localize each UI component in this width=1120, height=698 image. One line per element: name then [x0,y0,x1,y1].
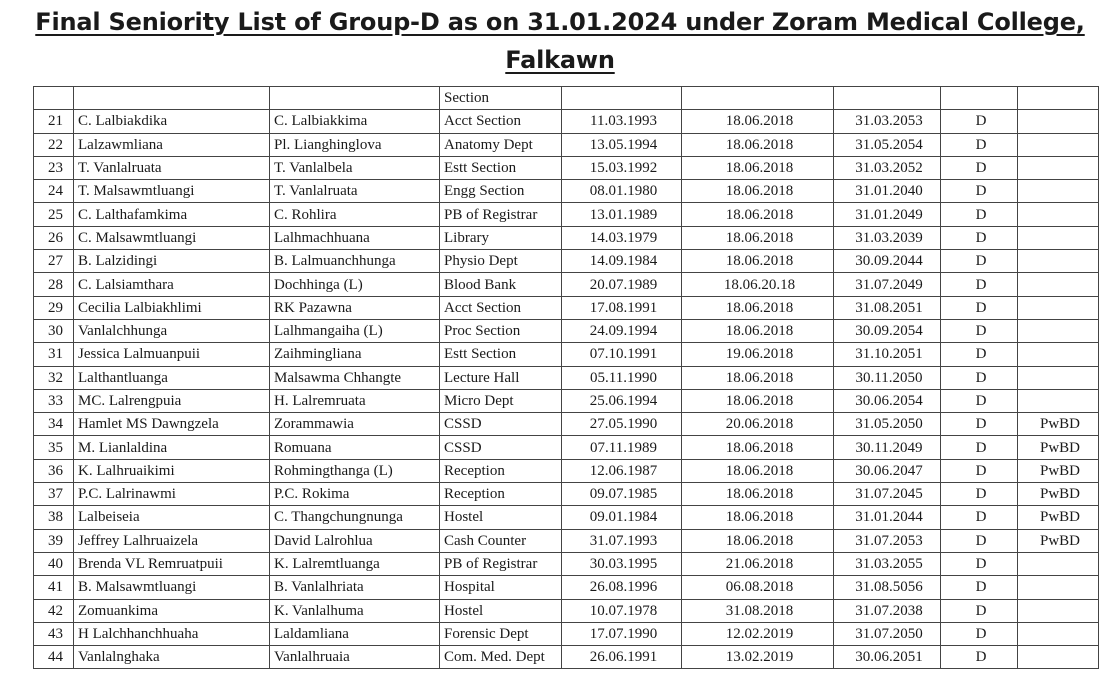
name-cell: M. Lianlaldina [74,436,270,459]
date-of-joining-cell: 06.08.2018 [682,576,834,599]
seniority-table [33,86,1099,669]
father-name-cell: K. Lalremtluanga [270,552,440,575]
name-cell: T. Malsawmtluangi [74,180,270,203]
table-row [34,529,1099,552]
date-of-joining-cell: 18.06.2018 [682,226,834,249]
name-cell: MC. Lalrengpuia [74,389,270,412]
serial-number-cell: 35 [34,436,74,459]
group-cell: D [941,483,1018,506]
document-title-continued: Falkawn [505,46,615,74]
remarks-cell [1018,156,1099,179]
header-cell-section: Section [440,87,562,110]
name-cell: Hamlet MS Dawngzela [74,413,270,436]
date-of-joining-cell: 18.06.2018 [682,506,834,529]
group-cell: D [941,552,1018,575]
group-cell: D [941,576,1018,599]
section-cell: Acct Section [440,110,562,133]
section-cell: Hostel [440,506,562,529]
name-cell: Zomuankima [74,599,270,622]
date-of-birth-cell: 15.03.1992 [562,156,682,179]
table-row [34,576,1099,599]
date-of-joining-cell: 18.06.2018 [682,133,834,156]
father-name-cell: Zorammawia [270,413,440,436]
retirement-date-cell: 31.03.2052 [834,156,941,179]
table-row [34,459,1099,482]
remarks-cell [1018,646,1099,669]
serial-number-cell: 25 [34,203,74,226]
table-row [34,646,1099,669]
date-of-birth-cell: 31.07.1993 [562,529,682,552]
group-cell: D [941,366,1018,389]
father-name-cell: Laldamliana [270,622,440,645]
father-name-cell: Zaihmingliana [270,343,440,366]
table-row [34,319,1099,342]
father-name-cell: Pl. Lianghinglova [270,133,440,156]
serial-number-cell: 41 [34,576,74,599]
section-cell: Reception [440,483,562,506]
group-cell: D [941,599,1018,622]
date-of-joining-cell: 18.06.2018 [682,250,834,273]
group-cell: D [941,180,1018,203]
section-cell: CSSD [440,436,562,459]
date-of-joining-cell: 18.06.2018 [682,296,834,319]
date-of-joining-cell: 18.06.2018 [682,459,834,482]
table-row [34,110,1099,133]
group-cell: D [941,133,1018,156]
section-cell: Lecture Hall [440,366,562,389]
name-cell: C. Lalsiamthara [74,273,270,296]
group-cell: D [941,646,1018,669]
table-header-row [34,87,1099,110]
section-cell: Reception [440,459,562,482]
remarks-cell [1018,343,1099,366]
serial-number-cell: 30 [34,319,74,342]
remarks-cell [1018,599,1099,622]
name-cell: B. Lalzidingi [74,250,270,273]
document-title: Final Seniority List of Group-D as on 31.01.2024 under Zoram Medical College, [35,8,1085,36]
serial-number-cell: 31 [34,343,74,366]
father-name-cell: B. Lalmuanchhunga [270,250,440,273]
name-cell: Jessica Lalmuanpuii [74,343,270,366]
section-cell: Acct Section [440,296,562,319]
father-name-cell: Malsawma Chhangte [270,366,440,389]
section-cell: CSSD [440,413,562,436]
section-cell: Proc Section [440,319,562,342]
date-of-birth-cell: 14.09.1984 [562,250,682,273]
section-cell: PB of Registrar [440,552,562,575]
serial-number-cell: 34 [34,413,74,436]
header-cell [1018,87,1099,110]
section-cell: Blood Bank [440,273,562,296]
group-cell: D [941,389,1018,412]
table-row [34,506,1099,529]
table-row [34,180,1099,203]
remarks-cell: PwBD [1018,459,1099,482]
father-name-cell: RK Pazawna [270,296,440,319]
section-cell: Hostel [440,599,562,622]
remarks-cell [1018,576,1099,599]
retirement-date-cell: 31.05.2050 [834,413,941,436]
father-name-cell: C. Lalbiakkima [270,110,440,133]
table-row [34,296,1099,319]
group-cell: D [941,203,1018,226]
serial-number-cell: 32 [34,366,74,389]
remarks-cell [1018,203,1099,226]
retirement-date-cell: 31.07.2053 [834,529,941,552]
table-row [34,552,1099,575]
retirement-date-cell: 31.07.2045 [834,483,941,506]
date-of-joining-cell: 18.06.2018 [682,389,834,412]
date-of-birth-cell: 27.05.1990 [562,413,682,436]
date-of-birth-cell: 24.09.1994 [562,319,682,342]
group-cell: D [941,250,1018,273]
date-of-birth-cell: 17.07.1990 [562,622,682,645]
serial-number-cell: 27 [34,250,74,273]
serial-number-cell: 24 [34,180,74,203]
group-cell: D [941,296,1018,319]
date-of-birth-cell: 08.01.1980 [562,180,682,203]
serial-number-cell: 36 [34,459,74,482]
retirement-date-cell: 31.01.2040 [834,180,941,203]
section-cell: Physio Dept [440,250,562,273]
name-cell: Lalbeiseia [74,506,270,529]
father-name-cell: Rohmingthanga (L) [270,459,440,482]
remarks-cell [1018,110,1099,133]
serial-number-cell: 21 [34,110,74,133]
date-of-birth-cell: 26.08.1996 [562,576,682,599]
name-cell: Lalthantluanga [74,366,270,389]
table-body [34,87,1099,669]
remarks-cell [1018,133,1099,156]
name-cell: P.C. Lalrinawmi [74,483,270,506]
header-cell [834,87,941,110]
header-cell [682,87,834,110]
group-cell: D [941,273,1018,296]
remarks-cell: PwBD [1018,413,1099,436]
father-name-cell: C. Thangchungnunga [270,506,440,529]
father-name-cell: Lalhmangaiha (L) [270,319,440,342]
table-row [34,599,1099,622]
retirement-date-cell: 30.11.2049 [834,436,941,459]
group-cell: D [941,622,1018,645]
remarks-cell [1018,226,1099,249]
date-of-joining-cell: 18.06.2018 [682,110,834,133]
retirement-date-cell: 31.01.2044 [834,506,941,529]
table-row [34,343,1099,366]
group-cell: D [941,319,1018,342]
remarks-cell [1018,273,1099,296]
retirement-date-cell: 30.06.2051 [834,646,941,669]
table-row [34,156,1099,179]
retirement-date-cell: 30.09.2054 [834,319,941,342]
date-of-birth-cell: 14.03.1979 [562,226,682,249]
name-cell: Brenda VL Remruatpuii [74,552,270,575]
retirement-date-cell: 31.05.2054 [834,133,941,156]
father-name-cell: C. Rohlira [270,203,440,226]
date-of-joining-cell: 18.06.2018 [682,156,834,179]
retirement-date-cell: 30.06.2047 [834,459,941,482]
group-cell: D [941,459,1018,482]
retirement-date-cell: 30.11.2050 [834,366,941,389]
retirement-date-cell: 31.07.2050 [834,622,941,645]
date-of-birth-cell: 09.01.1984 [562,506,682,529]
table-row [34,622,1099,645]
father-name-cell: Lalhmachhuana [270,226,440,249]
name-cell: C. Lalbiakdika [74,110,270,133]
name-cell: Cecilia Lalbiakhlimi [74,296,270,319]
date-of-birth-cell: 12.06.1987 [562,459,682,482]
date-of-birth-cell: 11.03.1993 [562,110,682,133]
father-name-cell: T. Vanlalruata [270,180,440,203]
section-cell: PB of Registrar [440,203,562,226]
name-cell: K. Lalhruaikimi [74,459,270,482]
retirement-date-cell: 30.06.2054 [834,389,941,412]
date-of-joining-cell: 31.08.2018 [682,599,834,622]
father-name-cell: B. Vanlalhriata [270,576,440,599]
date-of-birth-cell: 30.03.1995 [562,552,682,575]
header-cell [562,87,682,110]
date-of-birth-cell: 05.11.1990 [562,366,682,389]
father-name-cell: H. Lalremruata [270,389,440,412]
remarks-cell: PwBD [1018,436,1099,459]
date-of-joining-cell: 18.06.2018 [682,180,834,203]
date-of-joining-cell: 18.06.2018 [682,529,834,552]
serial-number-cell: 26 [34,226,74,249]
remarks-cell: PwBD [1018,483,1099,506]
serial-number-cell: 40 [34,552,74,575]
date-of-birth-cell: 07.11.1989 [562,436,682,459]
father-name-cell: K. Vanlalhuma [270,599,440,622]
father-name-cell: T. Vanlalbela [270,156,440,179]
serial-number-cell: 39 [34,529,74,552]
retirement-date-cell: 30.09.2044 [834,250,941,273]
group-cell: D [941,529,1018,552]
table-row [34,203,1099,226]
table-row [34,366,1099,389]
section-cell: Com. Med. Dept [440,646,562,669]
name-cell: Lalzawmliana [74,133,270,156]
group-cell: D [941,156,1018,179]
date-of-joining-cell: 18.06.2018 [682,483,834,506]
serial-number-cell: 38 [34,506,74,529]
group-cell: D [941,343,1018,366]
header-cell [270,87,440,110]
section-cell: Engg Section [440,180,562,203]
date-of-joining-cell: 19.06.2018 [682,343,834,366]
table-row [34,226,1099,249]
serial-number-cell: 28 [34,273,74,296]
section-cell: Hospital [440,576,562,599]
section-cell: Anatomy Dept [440,133,562,156]
date-of-joining-cell: 18.06.2018 [682,436,834,459]
remarks-cell [1018,250,1099,273]
retirement-date-cell: 31.03.2039 [834,226,941,249]
father-name-cell: Dochhinga (L) [270,273,440,296]
date-of-birth-cell: 13.01.1989 [562,203,682,226]
serial-number-cell: 23 [34,156,74,179]
retirement-date-cell: 31.07.2049 [834,273,941,296]
date-of-birth-cell: 26.06.1991 [562,646,682,669]
retirement-date-cell: 31.08.5056 [834,576,941,599]
retirement-date-cell: 31.07.2038 [834,599,941,622]
table-row [34,413,1099,436]
date-of-birth-cell: 20.07.1989 [562,273,682,296]
date-of-joining-cell: 18.06.2018 [682,203,834,226]
name-cell: C. Lalthafamkima [74,203,270,226]
date-of-joining-cell: 20.06.2018 [682,413,834,436]
name-cell: B. Malsawmtluangi [74,576,270,599]
retirement-date-cell: 31.01.2049 [834,203,941,226]
serial-number-cell: 33 [34,389,74,412]
group-cell: D [941,110,1018,133]
name-cell: T. Vanlalruata [74,156,270,179]
section-cell: Cash Counter [440,529,562,552]
name-cell: H Lalchhanchhuaha [74,622,270,645]
section-cell: Forensic Dept [440,622,562,645]
header-cell [34,87,74,110]
table-row [34,273,1099,296]
date-of-birth-cell: 13.05.1994 [562,133,682,156]
name-cell: Vanlalnghaka [74,646,270,669]
group-cell: D [941,413,1018,436]
table-row [34,250,1099,273]
father-name-cell: Romuana [270,436,440,459]
table-row [34,436,1099,459]
serial-number-cell: 22 [34,133,74,156]
date-of-birth-cell: 17.08.1991 [562,296,682,319]
retirement-date-cell: 31.08.2051 [834,296,941,319]
section-cell: Micro Dept [440,389,562,412]
table-row [34,483,1099,506]
remarks-cell [1018,296,1099,319]
date-of-joining-cell: 12.02.2019 [682,622,834,645]
date-of-birth-cell: 09.07.1985 [562,483,682,506]
serial-number-cell: 43 [34,622,74,645]
date-of-birth-cell: 07.10.1991 [562,343,682,366]
serial-number-cell: 37 [34,483,74,506]
date-of-joining-cell: 13.02.2019 [682,646,834,669]
serial-number-cell: 44 [34,646,74,669]
date-of-joining-cell: 18.06.2018 [682,366,834,389]
name-cell: Vanlalchhunga [74,319,270,342]
serial-number-cell: 29 [34,296,74,319]
remarks-cell [1018,552,1099,575]
group-cell: D [941,436,1018,459]
name-cell: Jeffrey Lalhruaizela [74,529,270,552]
serial-number-cell: 42 [34,599,74,622]
remarks-cell [1018,180,1099,203]
group-cell: D [941,226,1018,249]
remarks-cell: PwBD [1018,529,1099,552]
name-cell: C. Malsawmtluangi [74,226,270,249]
section-cell: Library [440,226,562,249]
retirement-date-cell: 31.03.2055 [834,552,941,575]
date-of-joining-cell: 18.06.20.18 [682,273,834,296]
date-of-birth-cell: 10.07.1978 [562,599,682,622]
father-name-cell: David Lalrohlua [270,529,440,552]
table-row [34,133,1099,156]
father-name-cell: Vanlalhruaia [270,646,440,669]
table-row [34,389,1099,412]
father-name-cell: P.C. Rokima [270,483,440,506]
remarks-cell [1018,319,1099,342]
remarks-cell [1018,622,1099,645]
date-of-joining-cell: 18.06.2018 [682,319,834,342]
header-cell [941,87,1018,110]
remarks-cell: PwBD [1018,506,1099,529]
section-cell: Estt Section [440,343,562,366]
retirement-date-cell: 31.10.2051 [834,343,941,366]
date-of-birth-cell: 25.06.1994 [562,389,682,412]
header-cell [74,87,270,110]
retirement-date-cell: 31.03.2053 [834,110,941,133]
section-cell: Estt Section [440,156,562,179]
remarks-cell [1018,366,1099,389]
date-of-joining-cell: 21.06.2018 [682,552,834,575]
group-cell: D [941,506,1018,529]
remarks-cell [1018,389,1099,412]
